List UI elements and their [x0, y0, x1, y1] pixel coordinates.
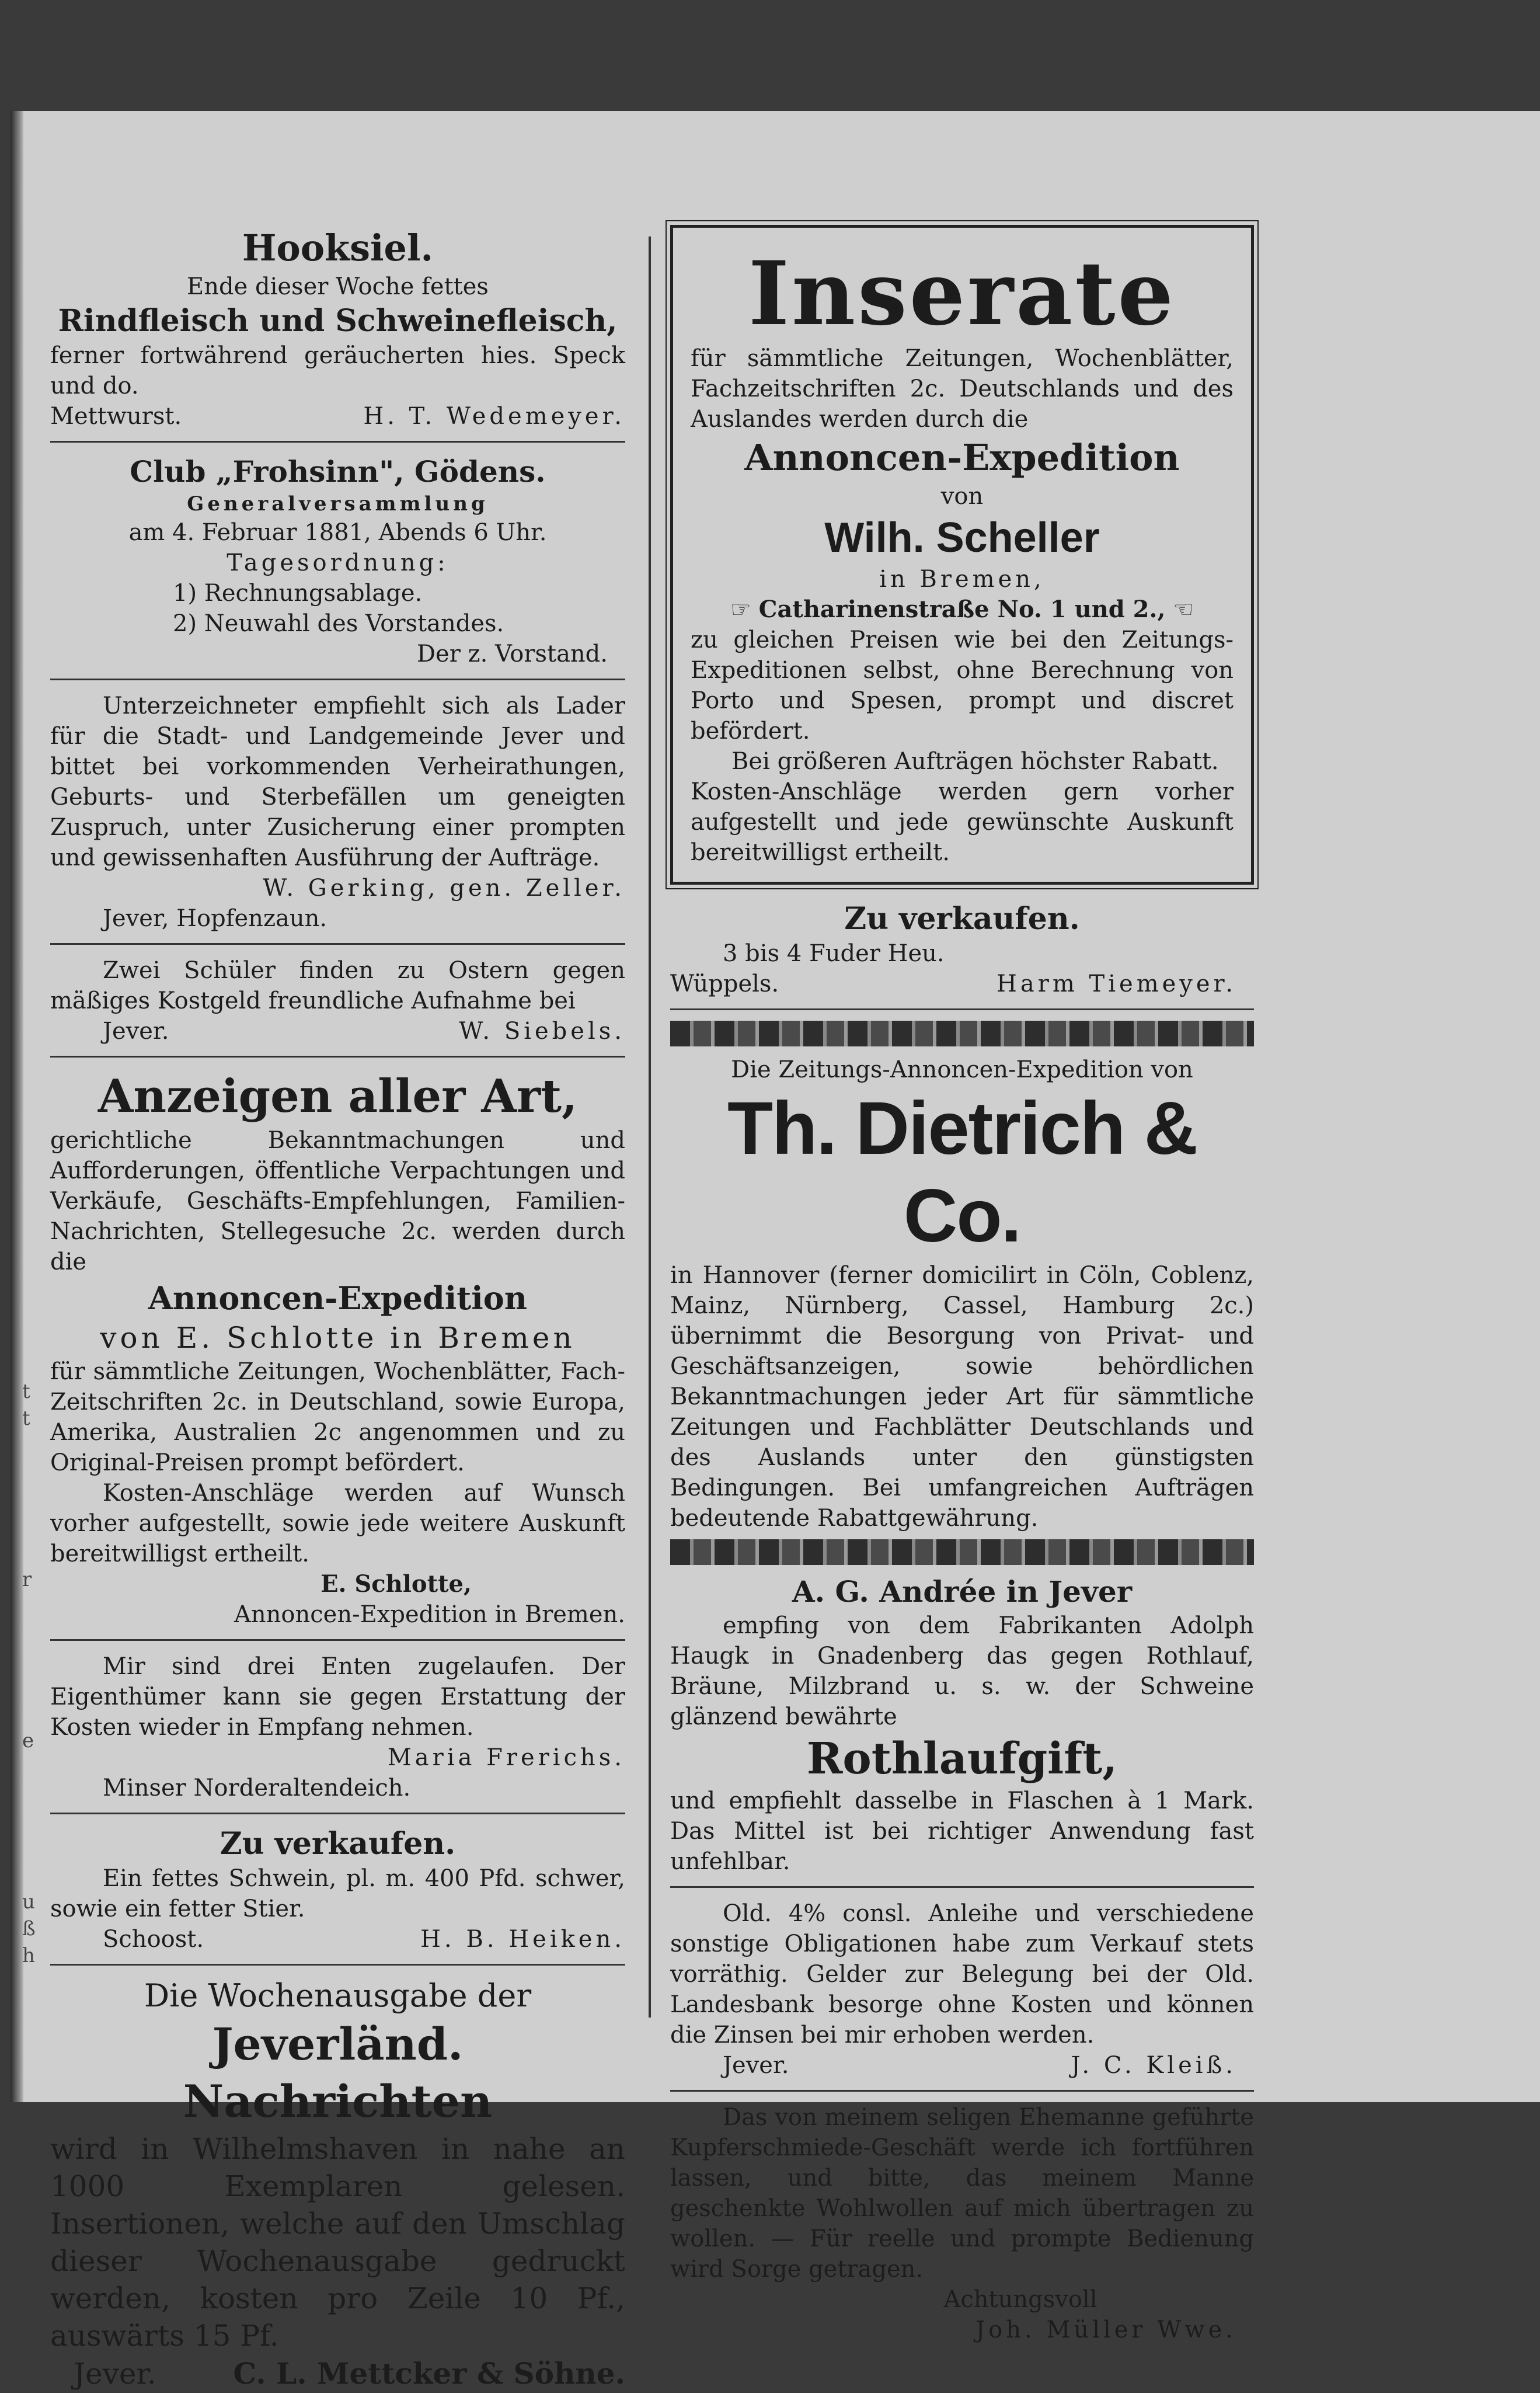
ad-signature: C. L. Mettcker & Söhne.: [233, 2356, 625, 2391]
ad-body: für sämmtliche Zeitungen, Wochenblätter, Fach-Zeitschriften 2c. in Deutschland, sowie Europa, Amerika, Australien 2c angenommen und zu Original-Preisen prompt befördert.: [50, 1358, 625, 1476]
ad-body: für sämmtliche Zeitungen, Wochenblätter, Fachzeitschriften 2c. Deutschlands und des Auslandes werden durch die: [691, 345, 1234, 433]
ad-body: wird in Wilhelmshaven in nahe an 1000 Exemplaren gelesen. Insertionen, welche auf den Umschlag dieser Wochenausgabe gedruckt werden, kosten pro Zeile 10 Pf., auswärts 15 Pf.: [50, 2132, 625, 2353]
margin-letter: ß: [22, 1917, 36, 1940]
section-rule: [50, 679, 625, 680]
ad-agenda-item: 2) Neuwahl des Vorstandes.: [173, 610, 504, 637]
ad-line: ferner fortwährend geräucherten hies. Speck und do.: [50, 342, 625, 399]
section-rule: [50, 1639, 625, 1641]
ad-body: Bei größeren Aufträgen höchster Rabatt.: [731, 748, 1219, 775]
ad-title: Jeverländ. Nachrichten: [183, 2018, 493, 2127]
ad-signature: W. Siebels.: [459, 1018, 625, 1045]
ad-body: Unterzeichneter empfiehlt sich als Lader für die Stadt- und Landgemeinde Jever und bittet bei vorkommenden Verheirathungen, Geburts- und Sterbefällen um geneigten Zuspruch, unter Zusicherung einer prompten und gewissenhaften Ausführung der Aufträge.: [50, 693, 625, 871]
ad-body: in Hannover (ferner domicilirt in Cöln, Coblenz, Mainz, Nürnberg, Cassel, Hamburg 2c.) übernimmt die Besorgung von Privat- und Geschäftsanzeigen, sowie behördlichen Bekanntmachungen jeder Art für sämmtliche Zeitungen und Fachblätter Deutschlands und des Auslands unter den günstigsten Bedingungen. Bei umfangreichen Aufträgen bedeutende Rabattgewährung.: [670, 1262, 1254, 1532]
ad-body: Kosten-Anschläge werden gern vorher aufgestellt und jede gewünschte Auskunft bereitwilligst ertheilt.: [691, 778, 1234, 866]
margin-letter: e: [22, 1729, 34, 1752]
column-divider: [649, 236, 651, 2018]
ad-kleiss: [670, 1898, 1254, 2081]
ad-heiken: [50, 1825, 625, 1954]
pointing-hand-icon: ☞: [730, 596, 751, 623]
ad-text: von: [940, 483, 984, 510]
ad-headline: Annoncen-Expedition: [148, 1279, 528, 1317]
ad-siebels: [50, 955, 625, 1046]
ad-tiemeyer: [670, 900, 1254, 999]
ad-title: Club „Frohsinn", Gödens.: [130, 454, 546, 489]
margin-letter: t: [22, 1407, 30, 1430]
ad-body: Mir sind drei Enten zugelaufen. Der Eigenthümer kann sie gegen Erstattung der Kosten wieder in Empfang nehmen.: [50, 1653, 625, 1741]
ad-agenda-item: 1) Rechnungsablage.: [173, 580, 423, 607]
ad-title: A. G. Andrée in Jever: [792, 1574, 1133, 1609]
section-rule: [50, 943, 625, 945]
ad-company-name: Th. Dietrich & Co.: [727, 1087, 1197, 1258]
ad-footer: [50, 401, 625, 432]
ad-place: Jever.: [103, 1018, 169, 1045]
ad-footer: [50, 1924, 625, 1954]
ad-signature: H. B. Heiken.: [420, 1926, 625, 1953]
ad-place: Minser Norderaltendeich.: [103, 1775, 411, 1801]
section-rule: [670, 1008, 1254, 1010]
ad-headline: Rothlaufgift,: [806, 1734, 1118, 1784]
section-rule: [50, 441, 625, 443]
margin-bleed-letters: [22, 1378, 36, 1969]
left-column: [50, 225, 625, 2393]
ad-agenda-label: Tagesordnung:: [227, 549, 449, 576]
ad-title: Inserate: [748, 242, 1176, 345]
ad-headline: Annoncen-Expedition: [744, 436, 1180, 479]
ad-signature: Der z. Vorstand.: [416, 641, 608, 667]
ad-headline: Die Wochenausgabe der: [144, 1977, 532, 2014]
ad-body: Ein fettes Schwein, pl. m. 400 Pfd. schwer, sowie ein fetter Stier.: [50, 1865, 625, 1922]
ad-signature: E. Schlotte,: [320, 1570, 472, 1598]
ad-line: Ende dieser Woche fettes: [187, 273, 489, 300]
ad-signature: Joh. Müller Wwe.: [975, 2317, 1236, 2343]
ad-subheadline: von E. Schlotte in Bremen: [100, 1321, 576, 1355]
right-column: [670, 219, 1254, 2345]
ad-body: gerichtliche Bekanntmachungen und Aufforderungen, öffentliche Verpachtungen und Verkäufe, Geschäfts-Empfehlungen, Familien-Nachrichten, Stellegesuche 2c. werden durch die: [50, 1127, 625, 1275]
ad-address: [691, 594, 1234, 625]
ad-headline: Rindfleisch und Schweinefleisch,: [58, 303, 618, 339]
ad-body: Das von meinem seligen Ehemanne geführte Kupferschmiede-Geschäft werde ich fortführen lassen, und bitte, das meinem Manne geschenkte Wohlwollen auf mich übertragen zu wollen. — Für reelle und prompte Bedienung wird Sorge getragen.: [670, 2104, 1254, 2283]
margin-letter: h: [22, 1944, 35, 1967]
ad-hooksiel: [50, 225, 625, 432]
ad-title: Hooksiel.: [242, 227, 434, 269]
ad-title: Zu verkaufen.: [844, 901, 1080, 937]
ad-mettcker: [50, 1976, 625, 2393]
ad-andree: [670, 1573, 1254, 1877]
section-rule: [670, 2090, 1254, 2092]
ad-frerichs: [50, 1651, 625, 1803]
ad-title: Zu verkaufen.: [219, 1826, 456, 1862]
ornamental-border: [670, 1539, 1254, 1565]
ad-signature: W. Gerking, gen. Zeller.: [263, 875, 625, 902]
section-rule: [50, 1813, 625, 1814]
ad-club-frohsinn: [50, 453, 625, 669]
book-spine-shadow: [11, 111, 23, 2102]
ad-signature: Harm Tiemeyer.: [997, 971, 1236, 997]
ad-footer: [50, 2354, 625, 2393]
ad-body: empfing von dem Fabrikanten Adolph Haugk in Gnadenberg das gegen Rothlauf, Bräune, Milzbrand u. s. w. der Schweine glänzend bewährte: [670, 1612, 1254, 1730]
ad-signature-line: Annoncen-Expedition in Bremen.: [234, 1601, 625, 1628]
ad-body: Old. 4% consl. Anleihe und verschiedene sonstige Obligationen habe zum Verkauf stets vorräthig. Gelder zur Belegung bei der Old. Landesbank besorge ohne Kosten und können die Zinsen bei mir erhoben werden.: [670, 1900, 1254, 2048]
ad-body: und empfiehlt dasselbe in Flaschen à 1 Mark. Das Mittel ist bei richtiger Anwendung fast unfehlbar.: [670, 1787, 1254, 1875]
ad-company-name: Wilh. Scheller: [824, 514, 1100, 561]
margin-letter: t: [22, 1380, 30, 1403]
ad-text: Mettwurst.: [50, 403, 182, 430]
ornamental-border: [670, 1021, 1254, 1046]
ad-title: Anzeigen aller Art,: [97, 1070, 578, 1123]
ad-body: zu gleichen Preisen wie bei den Zeitungs-Expeditionen selbst, ohne Berechnung von Porto und Spesen, prompt und discret befördert.: [691, 627, 1234, 745]
section-rule: [50, 1056, 625, 1058]
ad-place: Jever.: [74, 2357, 156, 2391]
ad-footer: [670, 2050, 1254, 2081]
ad-closing: Achtungsvoll: [943, 2286, 1097, 2313]
margin-letter: r: [22, 1568, 32, 1591]
ad-footer: [670, 969, 1254, 999]
ad-place: Jever, Hopfenzaun.: [103, 905, 327, 932]
ad-body: Zwei Schüler finden zu Ostern gegen mäßiges Kostgeld freundliche Aufnahme bei: [50, 957, 625, 1014]
ad-signature: H. T. Wedemeyer.: [363, 403, 625, 430]
pointing-hand-icon: ☜: [1173, 596, 1194, 623]
ad-subtitle: Generalversammlung: [187, 492, 489, 516]
margin-letter: u: [22, 1890, 35, 1914]
ad-mueller: [670, 2102, 1254, 2345]
ad-place: Wüppels.: [670, 971, 779, 997]
ad-place: Schoost.: [103, 1926, 204, 1953]
newspaper-page: [11, 111, 1540, 2391]
ad-city: in Bremen,: [879, 566, 1045, 593]
ad-gerking: [50, 691, 625, 934]
ad-date: am 4. Februar 1881, Abends 6 Uhr.: [128, 519, 547, 546]
ad-place: Jever.: [723, 2052, 789, 2079]
ad-dietrich: [670, 1021, 1254, 1565]
ad-scheller-box: [670, 225, 1254, 885]
ad-footer: [50, 1016, 625, 1046]
ad-street: Catharinenstraße No. 1 und 2.,: [758, 596, 1166, 623]
ad-signature: J. C. Kleiß.: [1071, 2052, 1236, 2079]
ad-intro: Die Zeitungs-Annoncen-Expedition von: [731, 1056, 1193, 1083]
ad-body: Kosten-Anschläge werden auf Wunsch vorher aufgestellt, sowie jede weitere Auskunft bereitwilligst ertheilt.: [50, 1480, 625, 1567]
ad-body: 3 bis 4 Fuder Heu.: [723, 940, 945, 967]
ad-signature: Maria Frerichs.: [387, 1744, 625, 1771]
section-rule: [50, 1964, 625, 1966]
ad-schlotte: [50, 1068, 625, 1630]
section-rule: [670, 1886, 1254, 1888]
